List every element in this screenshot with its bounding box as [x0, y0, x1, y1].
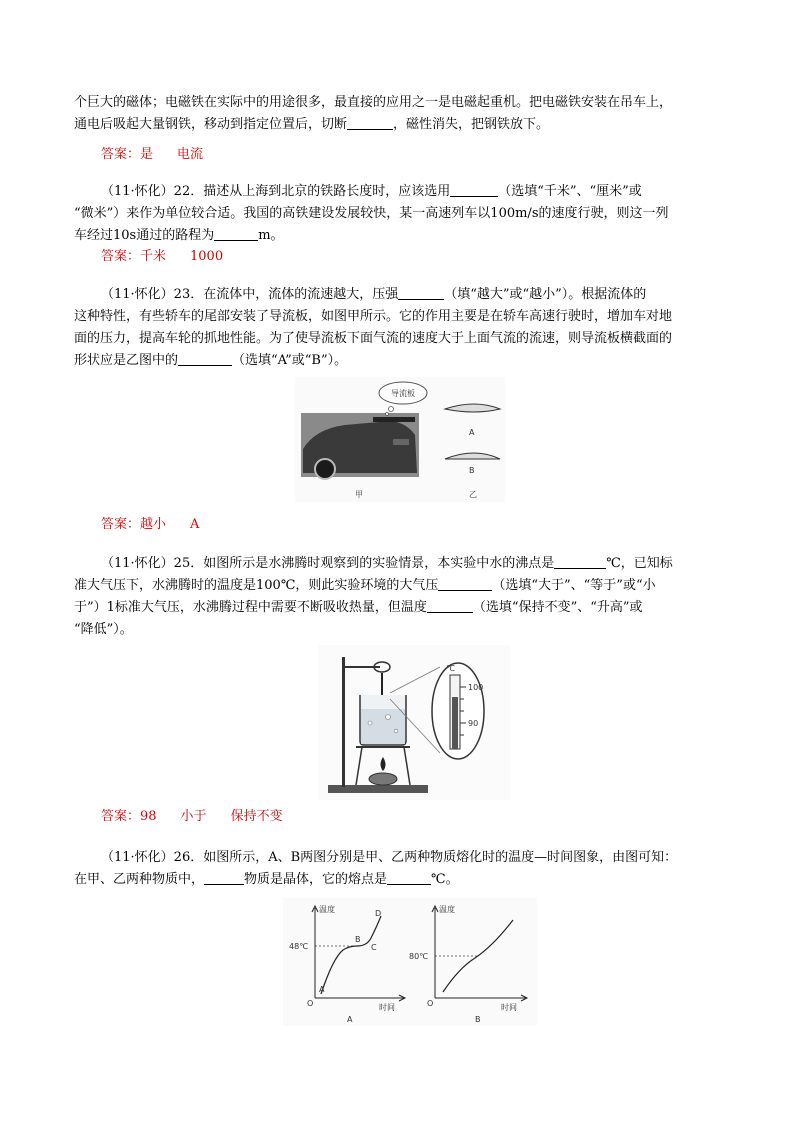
answer-blank[interactable] — [204, 871, 244, 885]
answer-blank[interactable] — [438, 577, 492, 591]
q21-text — [74, 92, 724, 136]
spoiler — [373, 417, 415, 422]
answer-blank[interactable] — [347, 116, 393, 130]
answer-blank[interactable] — [387, 871, 431, 885]
graph-a-pt-b: B — [355, 935, 361, 944]
answer-blank[interactable] — [427, 599, 473, 613]
graph-a-temp: 48℃ — [289, 942, 309, 951]
car-wheel — [315, 459, 335, 479]
q22-line2: “微米”）来作为单位较合适。我国的高铁建设发展较快，某一高速列车以100m/s的速度行驶，则这一列 — [74, 206, 669, 221]
label-yi: 乙 — [469, 490, 477, 499]
q22-line1: （11·怀化）22．描述从上海到北京的铁路长度时，应该选用 （选填“千米”、“厘米”或 — [101, 184, 642, 199]
q23-text — [74, 284, 724, 372]
q25-line4: “降低”）。 — [74, 622, 133, 637]
q22-answer: 答案：千米 1000 — [101, 249, 224, 264]
q23-answer: 答案：越小 A — [101, 517, 200, 532]
graph-a-origin: O — [307, 999, 314, 1008]
tick-90: 90 — [468, 719, 479, 728]
q26-line1: （11·怀化）26．如图所示，A、B两图分别是甲、乙两种物质熔化时的温度—时间图象，由图可知： — [101, 850, 678, 865]
answer-blank[interactable] — [178, 352, 232, 366]
graph-a-caption: A — [347, 1015, 353, 1024]
q23-line2: 这种特性，有些轿车的尾部安装了导流板，如图甲所示。它的作用主要是在轿车高速行驶时，增加车对地 — [74, 309, 673, 324]
water — [361, 709, 405, 744]
q23-line4: 形状应是乙图中的 （选填“A”或“B”）。 — [74, 353, 348, 368]
stand-rod — [342, 657, 345, 787]
q25-line2: 准大气压下，水沸腾时的温度是100℃，则此实验环境的大气压 （选填“大于”、“等于”或“小 — [74, 578, 656, 593]
graph-a-ylabel: 温度 — [319, 905, 335, 914]
q25-answer: 答案：98 小于 保持不变 — [101, 809, 283, 824]
label-a: A — [469, 428, 475, 437]
q23-line3: 面的压力，提高车轮的抓地性能。为了使导流板下面气流的速度大于上面气流的流速，则导流板横截面的 — [74, 331, 673, 346]
graph-b-caption: B — [475, 1015, 481, 1024]
label-jia: 甲 — [355, 490, 363, 499]
car-taillight — [393, 439, 409, 445]
graph-a-pt-d: D — [375, 909, 382, 918]
q25-line3: 于”）1标准大气压，水沸腾过程中需要不断吸收热量，但温度 （选填“保持不变”、“升高”或 — [74, 600, 643, 615]
thought-dot — [389, 407, 394, 412]
q21-answer: 答案：是 电流 — [101, 147, 204, 162]
answer-blank[interactable] — [214, 227, 258, 241]
melting-graphs — [283, 898, 537, 1026]
answer-blank[interactable] — [554, 555, 606, 569]
bubble-text: 导流板 — [391, 389, 415, 398]
q26-line2: 在甲、乙两种物质中， 物质是晶体，它的熔点是 ℃。 — [74, 872, 459, 887]
q23-line1: （11·怀化）23．在流体中，流体的流速越大，压强 （填“越大”或“越小”）。根据流体的 — [101, 287, 647, 302]
graph-b-xlabel: 时间 — [501, 1003, 517, 1012]
boiling-figure — [318, 645, 510, 800]
graph-a-xlabel: 时间 — [379, 1003, 395, 1012]
q25-text — [74, 553, 724, 641]
burner — [369, 773, 397, 785]
answer-blank[interactable] — [450, 183, 498, 197]
graph-b-ylabel: 温度 — [439, 905, 455, 914]
unit-label: ℃ — [446, 664, 455, 673]
q22-line3: 车经过10s通过的路程为 m。 — [74, 228, 284, 243]
thought-dot — [386, 413, 389, 416]
graph-b-temp: 80℃ — [409, 952, 429, 961]
graph-a-pt-a: A — [319, 985, 325, 994]
graph-b-origin: O — [427, 999, 434, 1008]
mercury — [452, 697, 458, 749]
label-b: B — [469, 466, 475, 475]
q21-line1: 个巨大的磁体；电磁铁在实际中的用途很多，最直接的应用之一是电磁起重机。把电磁铁安装在吊车上， — [74, 95, 673, 110]
q25-line1: （11·怀化）25．如图所示是水沸腾时观察到的实验情景，本实验中水的沸点是 ℃，已知标 — [101, 556, 673, 571]
spoiler-figure — [295, 377, 505, 502]
q21-line2: 通电后吸起大量钢铁，移动到指定位置后，切断 ，磁性消失，把钢铁放下。 — [74, 117, 550, 132]
q26-text — [74, 847, 724, 891]
tick-100: 100 — [468, 683, 484, 692]
answer-blank[interactable] — [398, 286, 444, 300]
q22-text — [74, 181, 724, 247]
graph-a-pt-c: C — [371, 943, 377, 952]
